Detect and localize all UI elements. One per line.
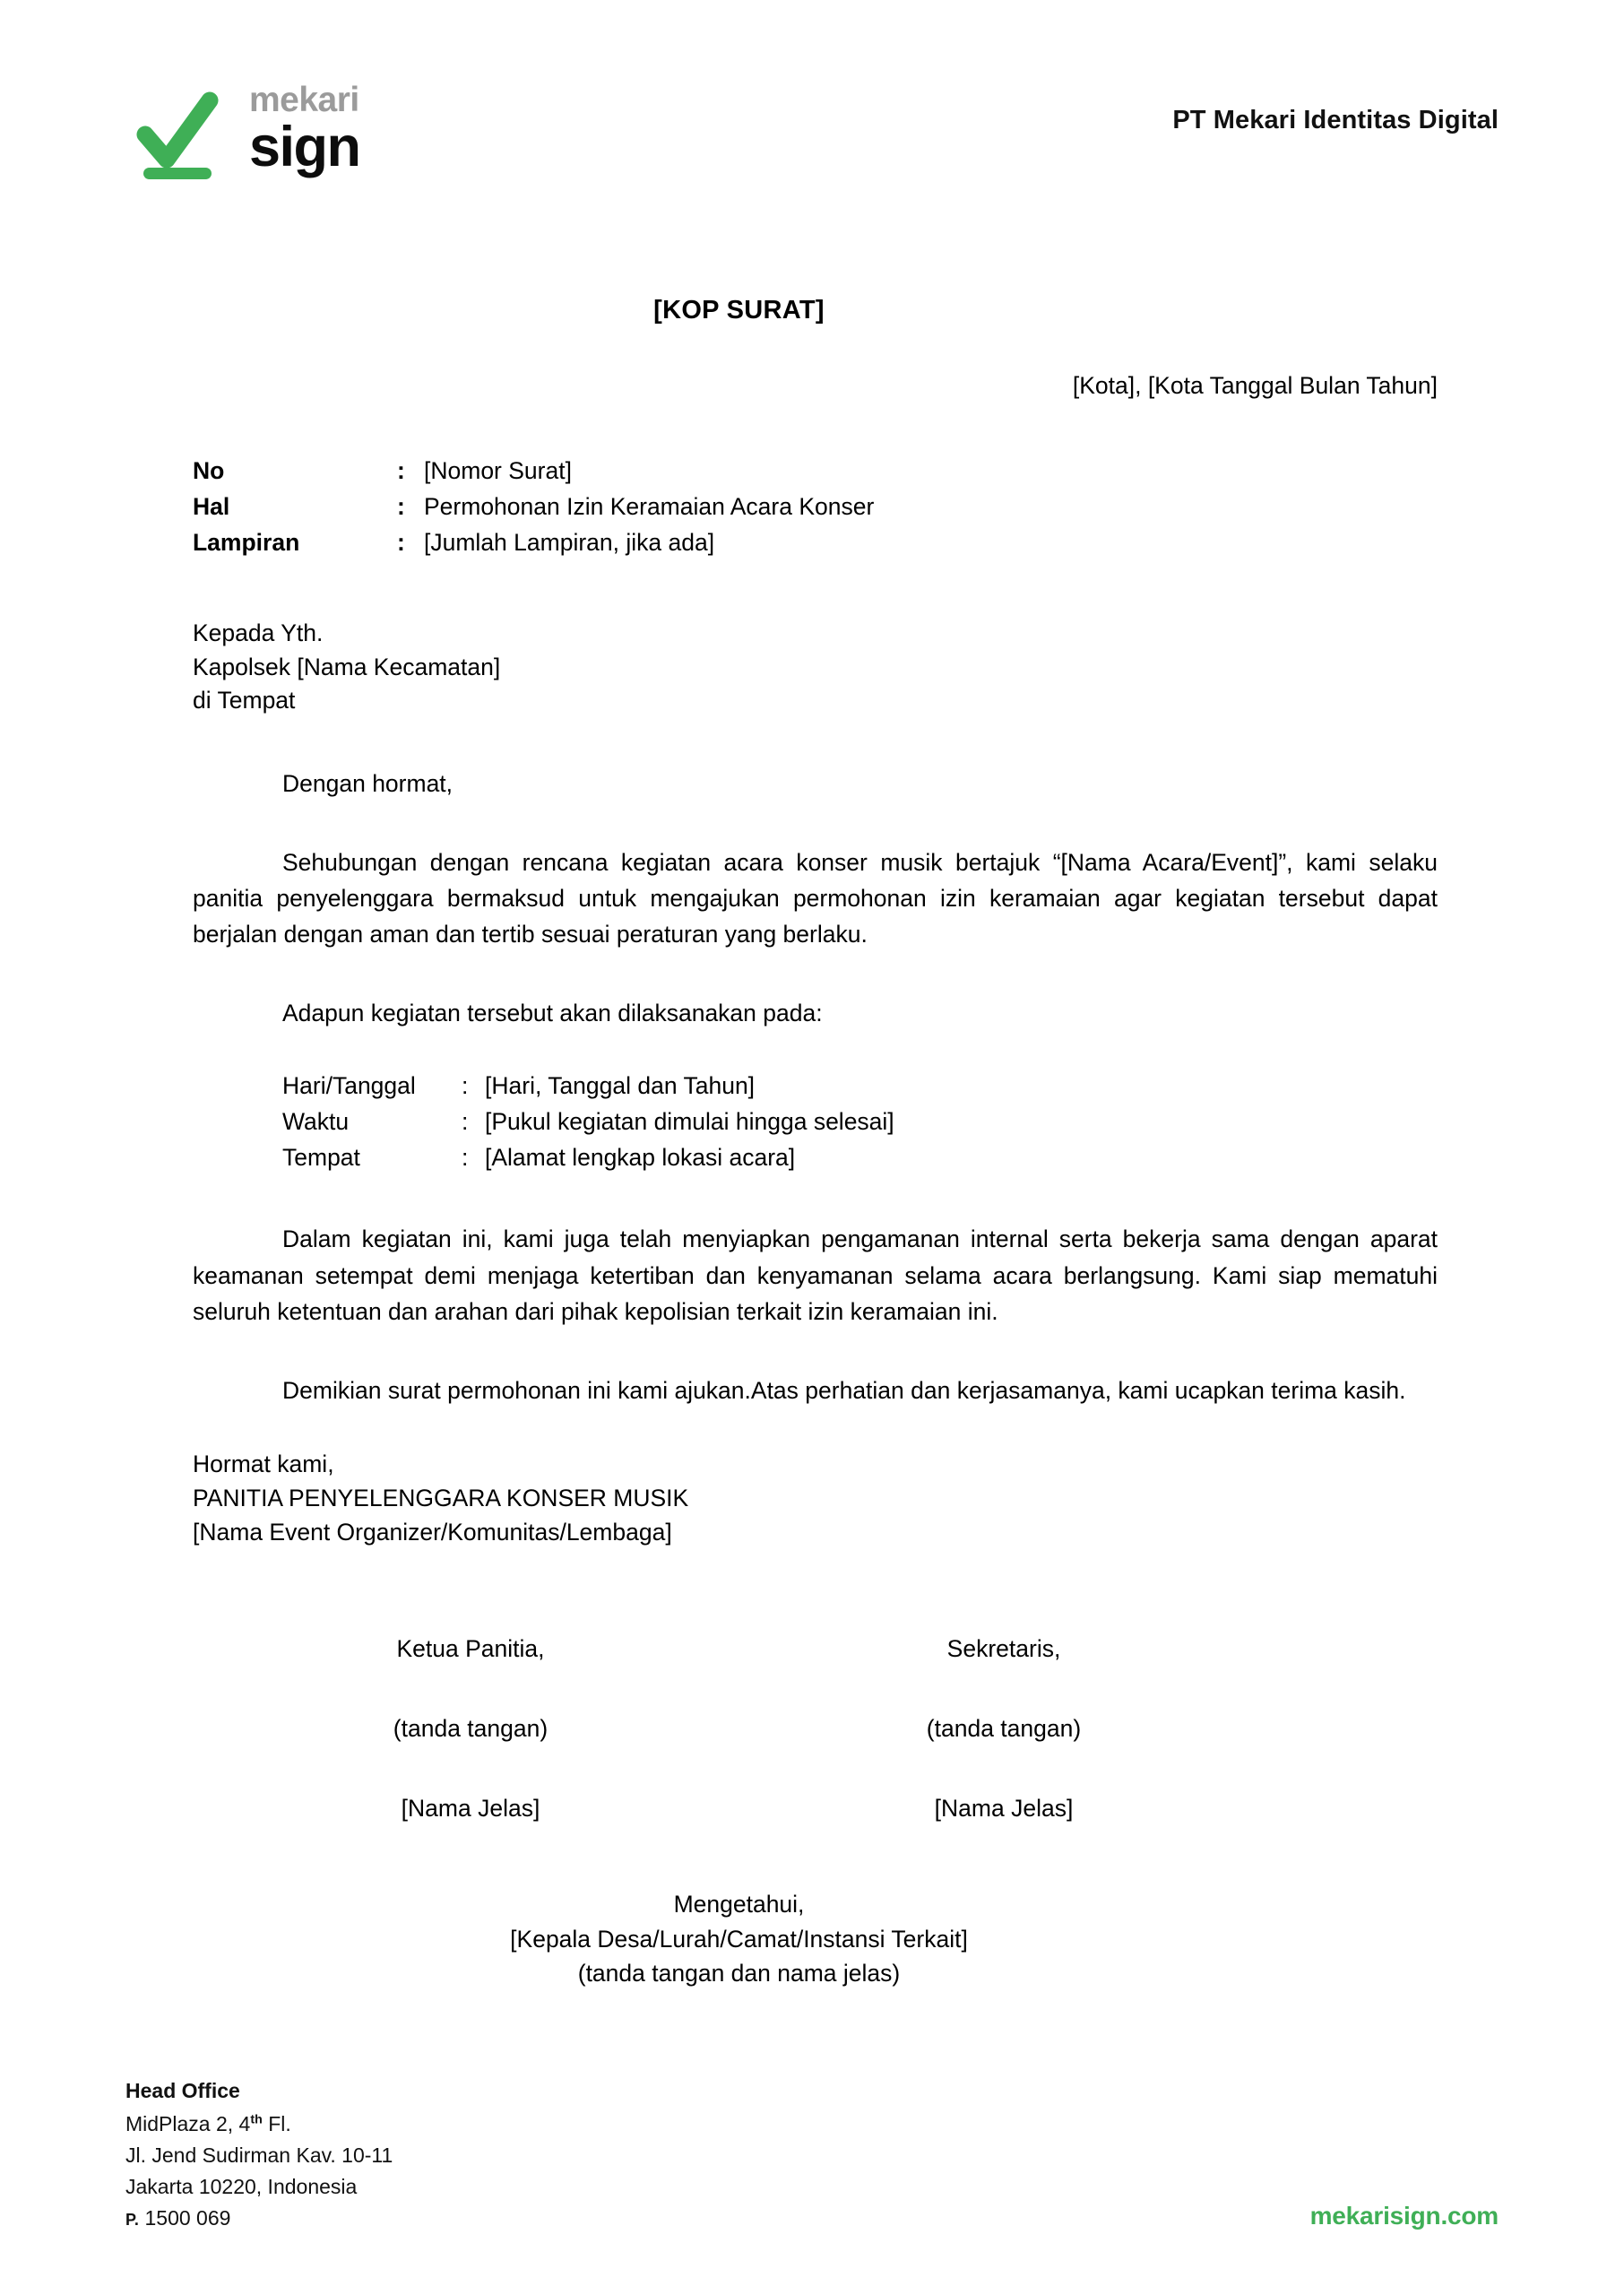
phone-number: 1500 069 — [144, 2206, 231, 2230]
signature-name-ketua: [Nama Jelas] — [401, 1795, 540, 1823]
detail-value-hari-tanggal: [Hari, Tanggal dan Tahun] — [485, 1072, 756, 1100]
address-line-1-ordinal: th — [250, 2112, 263, 2127]
detail-value-tempat: [Alamat lengkap lokasi acara] — [485, 1144, 796, 1172]
recipient-line-2: Kapolsek [Nama Kecamatan] — [193, 653, 501, 680]
document-header — [125, 79, 1499, 186]
letter-body — [193, 296, 1438, 1990]
body-paragraph-3: Demikian surat permohonan ini kami ajukan.Atas perhatian dan kerjasamanya, kami ucapkan terima kasih. — [282, 1377, 1406, 1405]
table-row — [193, 455, 874, 491]
signature-row — [193, 1635, 1438, 1823]
body-paragraph-1: Sehubungan dengan rencana kegiatan acara konser musik bertajuk “[Nama Acara/Event]”, kami selaku panitia penyelenggara bermaksud untuk mengajukan permohonan izin keramaian agar kegiatan tersebut dapat berjalan dengan aman dan tertib sesuai peraturan yang berlaku. — [193, 848, 1438, 948]
closing-line-3: [Nama Event Organizer/Komunitas/Lembaga] — [193, 1518, 672, 1546]
logo-text-sign: sign — [249, 116, 360, 178]
approval-line-2: [Kepala Desa/Lurah/Camat/Instansi Terkait] — [510, 1925, 968, 1953]
meta-colon-no: : — [397, 457, 405, 484]
detail-label-tempat: Tempat — [282, 1144, 360, 1172]
recipient-line-3: di Tempat — [193, 687, 296, 714]
detail-value-waktu: [Pukul kegiatan dimulai hingga selesai] — [485, 1108, 894, 1136]
signature-block-ketua — [309, 1635, 632, 1823]
detail-colon-tempat: : — [462, 1144, 469, 1172]
meta-colon-hal: : — [397, 492, 405, 520]
meta-value-lampiran: [Jumlah Lampiran, jika ada] — [424, 528, 715, 556]
mekari-check-logo-icon — [125, 79, 229, 183]
approval-line-1: Mengetahui, — [673, 1891, 805, 1918]
table-row — [193, 527, 874, 563]
company-name: PT Mekari Identitas Digital — [1172, 106, 1499, 134]
address-line-2: Jl. Jend Sudirman Kav. 10-11 — [125, 2143, 393, 2168]
details-lead-in: Adapun kegiatan tersebut akan dilaksanakan pada: — [282, 999, 823, 1026]
closing-line-1: Hormat kami, — [193, 1451, 334, 1478]
meta-value-no: [Nomor Surat] — [424, 457, 572, 484]
salutation: Dengan hormat, — [282, 769, 454, 797]
approval-line-3: (tanda tangan dan nama jelas) — [577, 1960, 901, 1988]
closing-line-2: PANITIA PENYELENGGARA KONSER MUSIK — [193, 1484, 689, 1511]
meta-label-hal: Hal — [193, 492, 230, 520]
signature-placeholder-sekretaris: (tanda tangan) — [926, 1715, 1082, 1743]
letter-meta-table — [193, 455, 874, 563]
table-row — [282, 1142, 894, 1178]
signature-name-sekretaris: [Nama Jelas] — [934, 1795, 1074, 1823]
address-line-1-pre: MidPlaza 2, 4 — [125, 2112, 251, 2136]
logo-text-mekari: mekari — [249, 81, 359, 119]
phone-line — [125, 2203, 393, 2234]
signature-role-ketua: Ketua Panitia, — [396, 1635, 545, 1663]
website-link[interactable]: mekarisign.com — [1309, 2202, 1499, 2230]
document-footer — [125, 2068, 1499, 2234]
head-office-address — [125, 2075, 393, 2234]
recipient-line-1: Kepada Yth. — [193, 619, 324, 646]
meta-label-no: No — [193, 457, 225, 484]
meta-label-lampiran: Lampiran — [193, 528, 300, 556]
meta-value-hal: Permohonan Izin Keramaian Acara Konser — [424, 492, 875, 520]
table-row — [282, 1106, 894, 1142]
head-office-label: Head Office — [125, 2079, 240, 2103]
approval-block — [193, 1887, 1438, 1990]
table-row — [282, 1070, 894, 1106]
closing-block — [193, 1448, 1438, 1549]
body-paragraph-2: Dalam kegiatan ini, kami juga telah menyiapkan pengamanan internal serta bekerja sama dengan aparat keamanan setempat demi menjaga ketertiban dan kenyamanan selama acara berlangsung. Kami siap mematuhi seluruh ketentuan dan arahan dari pihak kepolisian terkait izin keramaian ini. — [193, 1225, 1438, 1325]
detail-label-hari-tanggal: Hari/Tanggal — [282, 1072, 416, 1100]
event-details-table — [282, 1070, 894, 1178]
recipient-block — [193, 617, 1438, 718]
page-title: [KOP SURAT] — [653, 296, 825, 325]
date-line: [Kota], [Kota Tanggal Bulan Tahun] — [1072, 372, 1438, 399]
detail-colon-waktu: : — [462, 1108, 469, 1136]
table-row — [193, 491, 874, 527]
signature-placeholder-ketua: (tanda tangan) — [393, 1715, 549, 1743]
signature-role-sekretaris: Sekretaris, — [946, 1635, 1061, 1663]
phone-label: P. — [125, 2211, 140, 2230]
address-line-1 — [125, 2109, 393, 2140]
logo-wordmark — [249, 82, 360, 179]
detail-colon-hari-tanggal: : — [462, 1072, 469, 1100]
address-line-1-post: Fl. — [262, 2112, 291, 2136]
detail-label-waktu: Waktu — [282, 1108, 350, 1136]
signature-block-sekretaris — [842, 1635, 1165, 1823]
mekari-sign-logo — [125, 79, 360, 183]
address-line-3: Jakarta 10220, Indonesia — [125, 2175, 358, 2199]
meta-colon-lampiran: : — [397, 528, 405, 556]
